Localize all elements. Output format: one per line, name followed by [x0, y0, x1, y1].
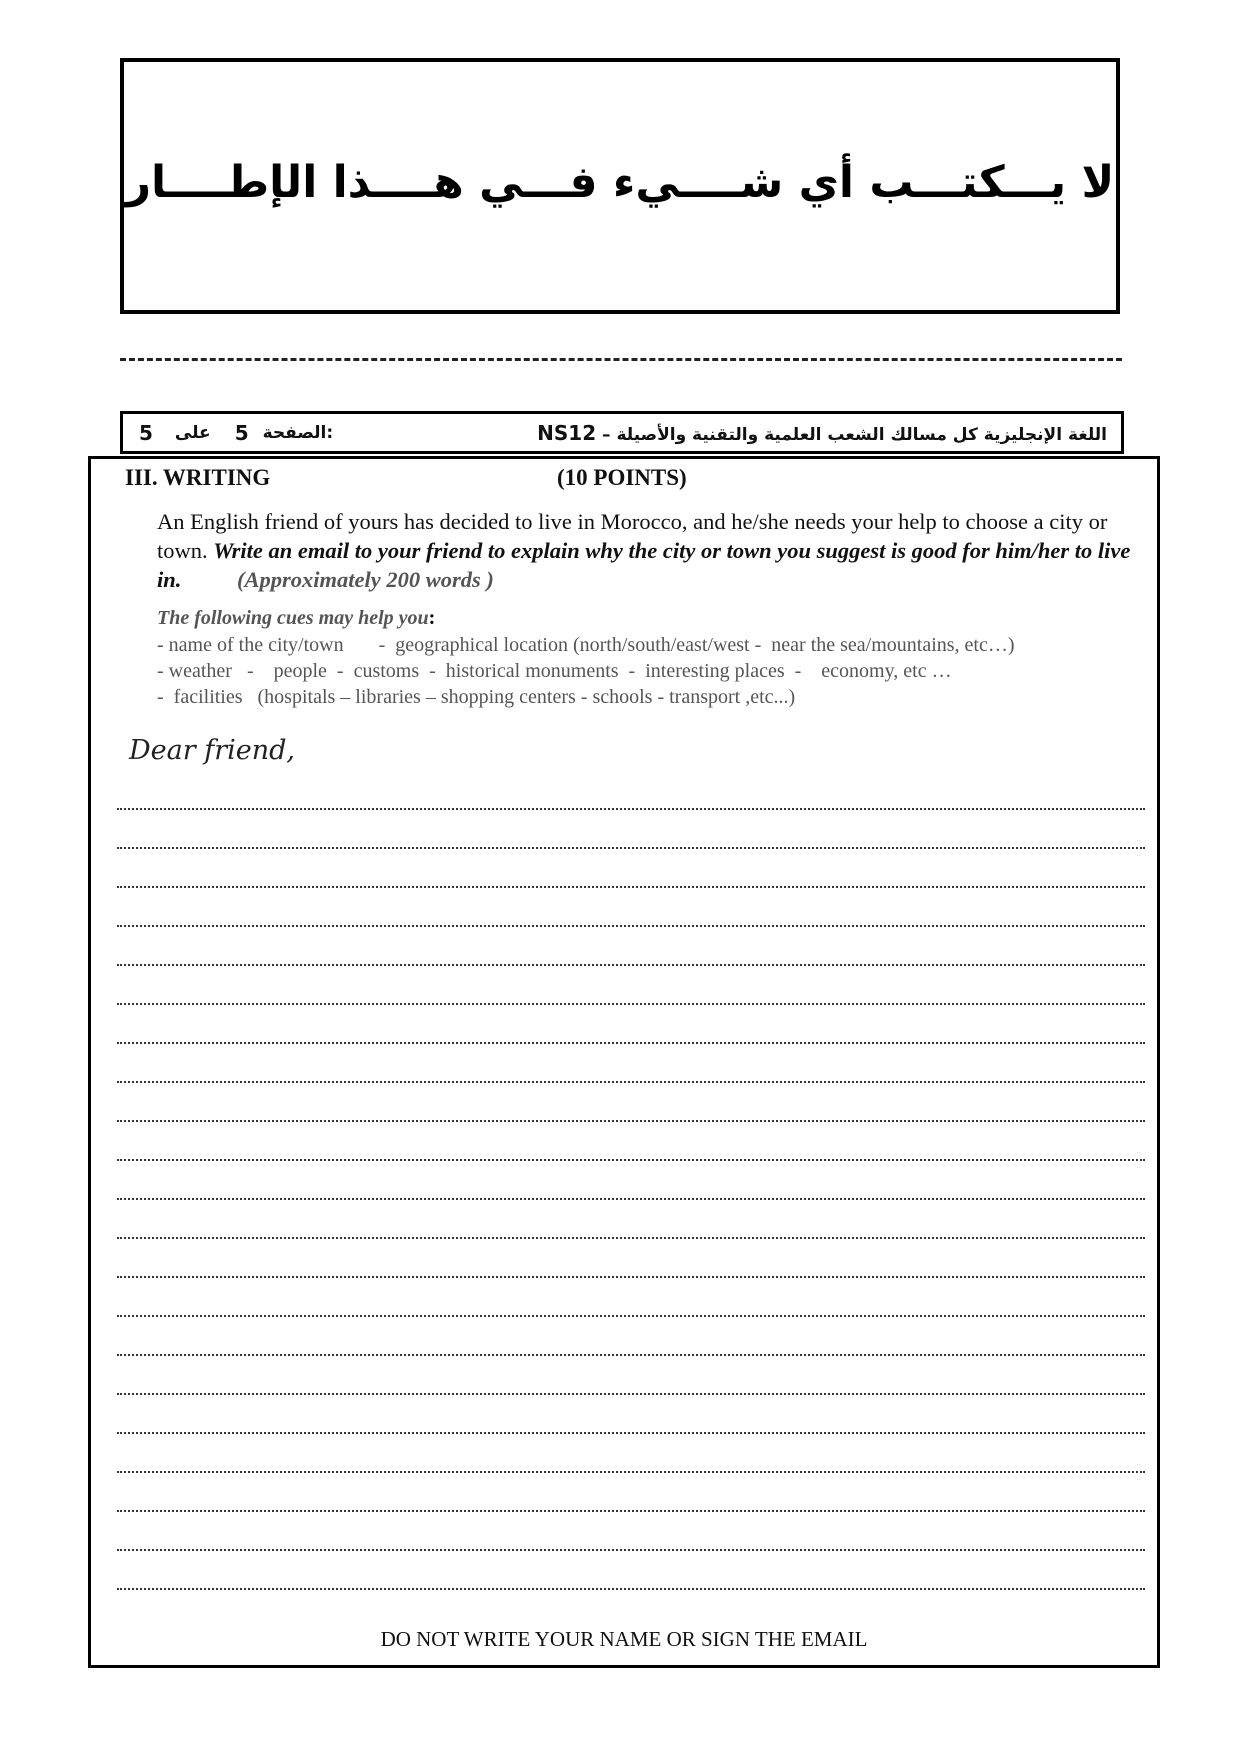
answer-line[interactable]: [117, 1003, 1145, 1005]
prompt-context: An English friend of yours has decided to live in Morocco, and he/she needs your help to choose a city or town.: [157, 509, 1108, 563]
page-label: الصفحة:: [262, 422, 334, 443]
answer-line[interactable]: [117, 808, 1145, 810]
do-not-write-box: [120, 58, 1120, 314]
answer-line[interactable]: [117, 1198, 1145, 1200]
email-greeting: Dear friend,: [129, 735, 295, 766]
answer-line[interactable]: [117, 1042, 1145, 1044]
answer-line[interactable]: [117, 847, 1145, 849]
exam-header-bar: [120, 411, 1124, 454]
cues-title-text: The following cues may help you: [157, 607, 429, 629]
exam-code: NS12: [537, 420, 597, 445]
cue-line-1: - name of the city/town - geographical location (north/south/east/west - near the sea/mountains, etc…): [157, 634, 1015, 656]
answer-line[interactable]: [117, 1588, 1145, 1590]
section-points: (10 POINTS): [557, 465, 687, 490]
writing-section-box: [88, 456, 1160, 1668]
of-label: على: [174, 422, 211, 443]
cue-line-3: - facilities (hospitals – libraries – shopping centers - schools - transport ,etc...): [157, 686, 796, 708]
answer-line[interactable]: [117, 1549, 1145, 1551]
cue-line-2: - weather - people - customs - historical monuments - interesting places - economy, etc …: [157, 660, 952, 682]
answer-line[interactable]: [117, 1159, 1145, 1161]
footer-instruction: DO NOT WRITE YOUR NAME OR SIGN THE EMAIL: [380, 1627, 868, 1651]
total-pages: 5: [139, 420, 153, 445]
answer-line[interactable]: [117, 1237, 1145, 1239]
section-title: III. WRITING: [125, 465, 271, 490]
cues-colon: :: [428, 607, 436, 629]
answer-line[interactable]: [117, 1432, 1145, 1434]
do-not-write-notice: لا يـــكتـــب أي شــــيء فـــي هــــذا الإطــــار: [125, 156, 1115, 208]
answer-line[interactable]: [117, 1510, 1145, 1512]
prompt-task: Write an email to your friend to explain why the city or town you suggest is good for him/her to live in.: [157, 538, 1131, 592]
answer-line[interactable]: [117, 925, 1145, 927]
answer-line[interactable]: [117, 1081, 1145, 1083]
writing-prompt: [157, 507, 1157, 594]
cut-line-divider: [120, 358, 1122, 361]
prompt-word-count: (Approximately 200 words ): [237, 567, 494, 592]
subject-title: اللغة الإنجليزية كل مسالك الشعب العلمية والتقنية والأصيلة –: [602, 424, 1107, 445]
answer-lines[interactable]: [117, 808, 1145, 1627]
answer-line[interactable]: [117, 1315, 1145, 1317]
answer-line[interactable]: [117, 1354, 1145, 1356]
answer-line[interactable]: [117, 886, 1145, 888]
answer-line[interactable]: [117, 1120, 1145, 1122]
page-indicator: [139, 421, 333, 445]
exam-subject: [537, 421, 1107, 445]
answer-line[interactable]: [117, 964, 1145, 966]
answer-line[interactable]: [117, 1393, 1145, 1395]
page-number: 5: [234, 420, 249, 445]
answer-line[interactable]: [117, 1276, 1145, 1278]
cues-heading: [157, 607, 435, 630]
answer-line[interactable]: [117, 1471, 1145, 1473]
